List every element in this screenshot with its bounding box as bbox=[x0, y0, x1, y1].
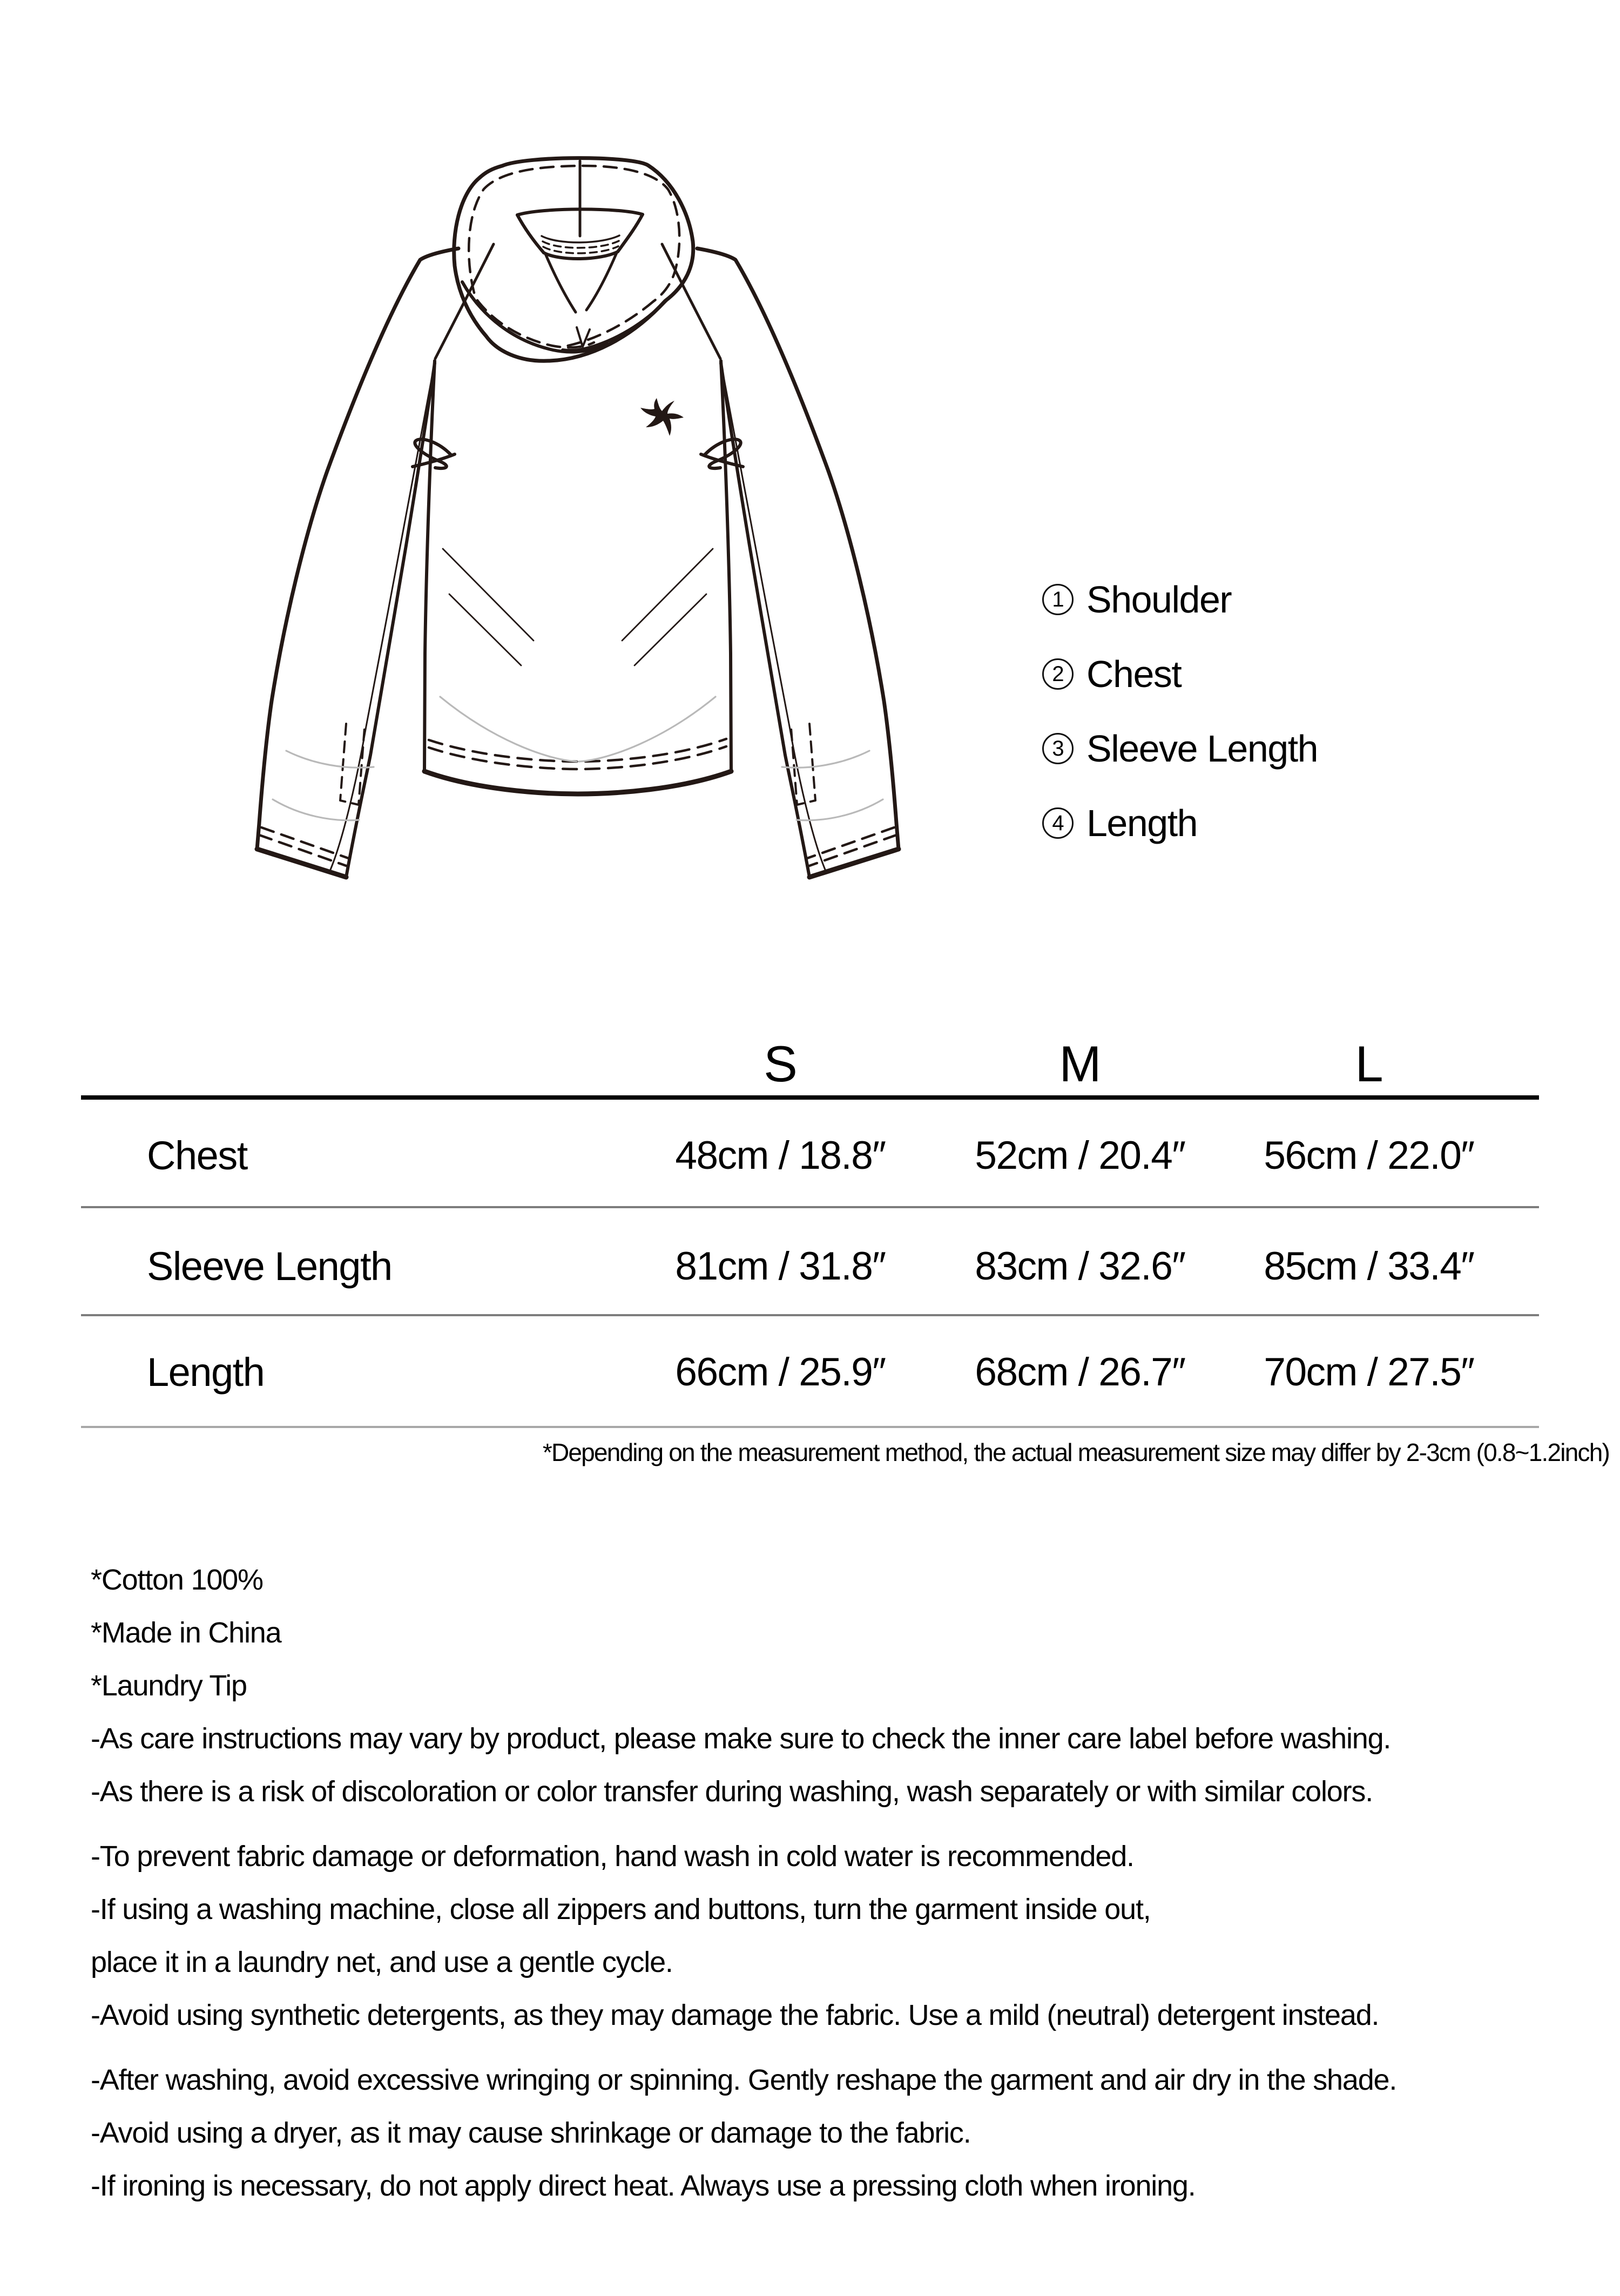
hoodie-flat-sketch bbox=[227, 124, 929, 913]
care-line: -If ironing is necessary, do not apply direct heat. Always use a pressing cloth when ironing. bbox=[91, 2170, 1196, 2202]
table-cell: 81cm / 31.8″ bbox=[675, 1244, 886, 1288]
row-label-sleeve-length: Sleeve Length bbox=[147, 1244, 392, 1289]
care-line: -As care instructions may vary by product, please make sure to check the inner care label before washing. bbox=[91, 1722, 1391, 1755]
info-line-laundry-tip: *Laundry Tip bbox=[91, 1669, 247, 1702]
table-row-separator bbox=[81, 1426, 1539, 1428]
legend-item-chest bbox=[1042, 654, 1318, 695]
row-label-chest: Chest bbox=[147, 1133, 247, 1178]
circled-number-icon: 4 bbox=[1042, 807, 1074, 839]
info-line-origin: *Made in China bbox=[91, 1617, 281, 1649]
legend-item-sleeve-length bbox=[1042, 728, 1318, 769]
body-outline bbox=[424, 361, 731, 771]
table-cell: 83cm / 32.6″ bbox=[975, 1244, 1185, 1288]
table-row-separator bbox=[81, 1206, 1539, 1208]
circled-number-icon: 3 bbox=[1042, 733, 1074, 764]
table-cell: 48cm / 18.8″ bbox=[675, 1134, 886, 1177]
care-line: -As there is a risk of discoloration or color transfer during washing, wash separately or with similar colors. bbox=[91, 1775, 1373, 1808]
table-cell: 66cm / 25.9″ bbox=[675, 1350, 886, 1394]
table-cell: 52cm / 20.4″ bbox=[975, 1134, 1185, 1177]
table-cell: 68cm / 26.7″ bbox=[975, 1350, 1185, 1394]
size-column-s: S bbox=[764, 1035, 797, 1092]
soft-wrinkle-lines bbox=[273, 697, 883, 820]
care-line: -Avoid using a dryer, as it may cause shrinkage or damage to the fabric. bbox=[91, 2117, 971, 2149]
product-info-care-section bbox=[91, 1553, 1570, 2212]
hem-edge bbox=[424, 771, 731, 794]
care-line: place it in a laundry net, and use a gentle cycle. bbox=[91, 1946, 673, 1978]
legend-label: Shoulder bbox=[1086, 578, 1232, 621]
legend-item-shoulder bbox=[1042, 579, 1318, 620]
circled-number-icon: 1 bbox=[1042, 584, 1074, 615]
care-line: -Avoid using synthetic detergents, as they may damage the fabric. Use a mild (neutral) detergent instead. bbox=[91, 1999, 1379, 2031]
table-cell: 70cm / 27.5″ bbox=[1264, 1350, 1474, 1394]
info-line-cotton: *Cotton 100% bbox=[91, 1564, 263, 1596]
table-row-separator bbox=[81, 1314, 1539, 1316]
measurement-note: *Depending on the measurement method, the actual measurement size may differ by 2-3cm (0.8~1.2inch) bbox=[542, 1438, 1609, 1466]
care-line: -After washing, avoid excessive wringing or spinning. Gently reshape the garment and air dry in the shade. bbox=[91, 2064, 1397, 2096]
measurement-legend bbox=[1042, 579, 1318, 877]
body-wrinkle-lines bbox=[443, 549, 713, 665]
table-cell: 85cm / 33.4″ bbox=[1264, 1244, 1474, 1288]
row-label-length: Length bbox=[147, 1350, 265, 1395]
table-cell: 56cm / 22.0″ bbox=[1264, 1134, 1474, 1177]
legend-label: Sleeve Length bbox=[1086, 728, 1318, 770]
star-logo-icon bbox=[640, 398, 684, 436]
table-header-rule bbox=[81, 1095, 1539, 1100]
care-line: -If using a washing machine, close all zippers and buttons, turn the garment inside out, bbox=[91, 1893, 1151, 1925]
hem-stitching bbox=[429, 739, 726, 769]
legend-label: Length bbox=[1086, 802, 1198, 844]
size-column-m: M bbox=[1059, 1035, 1101, 1092]
legend-label: Chest bbox=[1086, 653, 1182, 695]
side-squiggle bbox=[413, 439, 743, 468]
circled-number-icon: 2 bbox=[1042, 658, 1074, 690]
care-line: -To prevent fabric damage or deformation, hand wash in cold water is recommended. bbox=[91, 1840, 1134, 1873]
size-column-l: L bbox=[1355, 1035, 1383, 1092]
legend-item-length bbox=[1042, 803, 1318, 844]
